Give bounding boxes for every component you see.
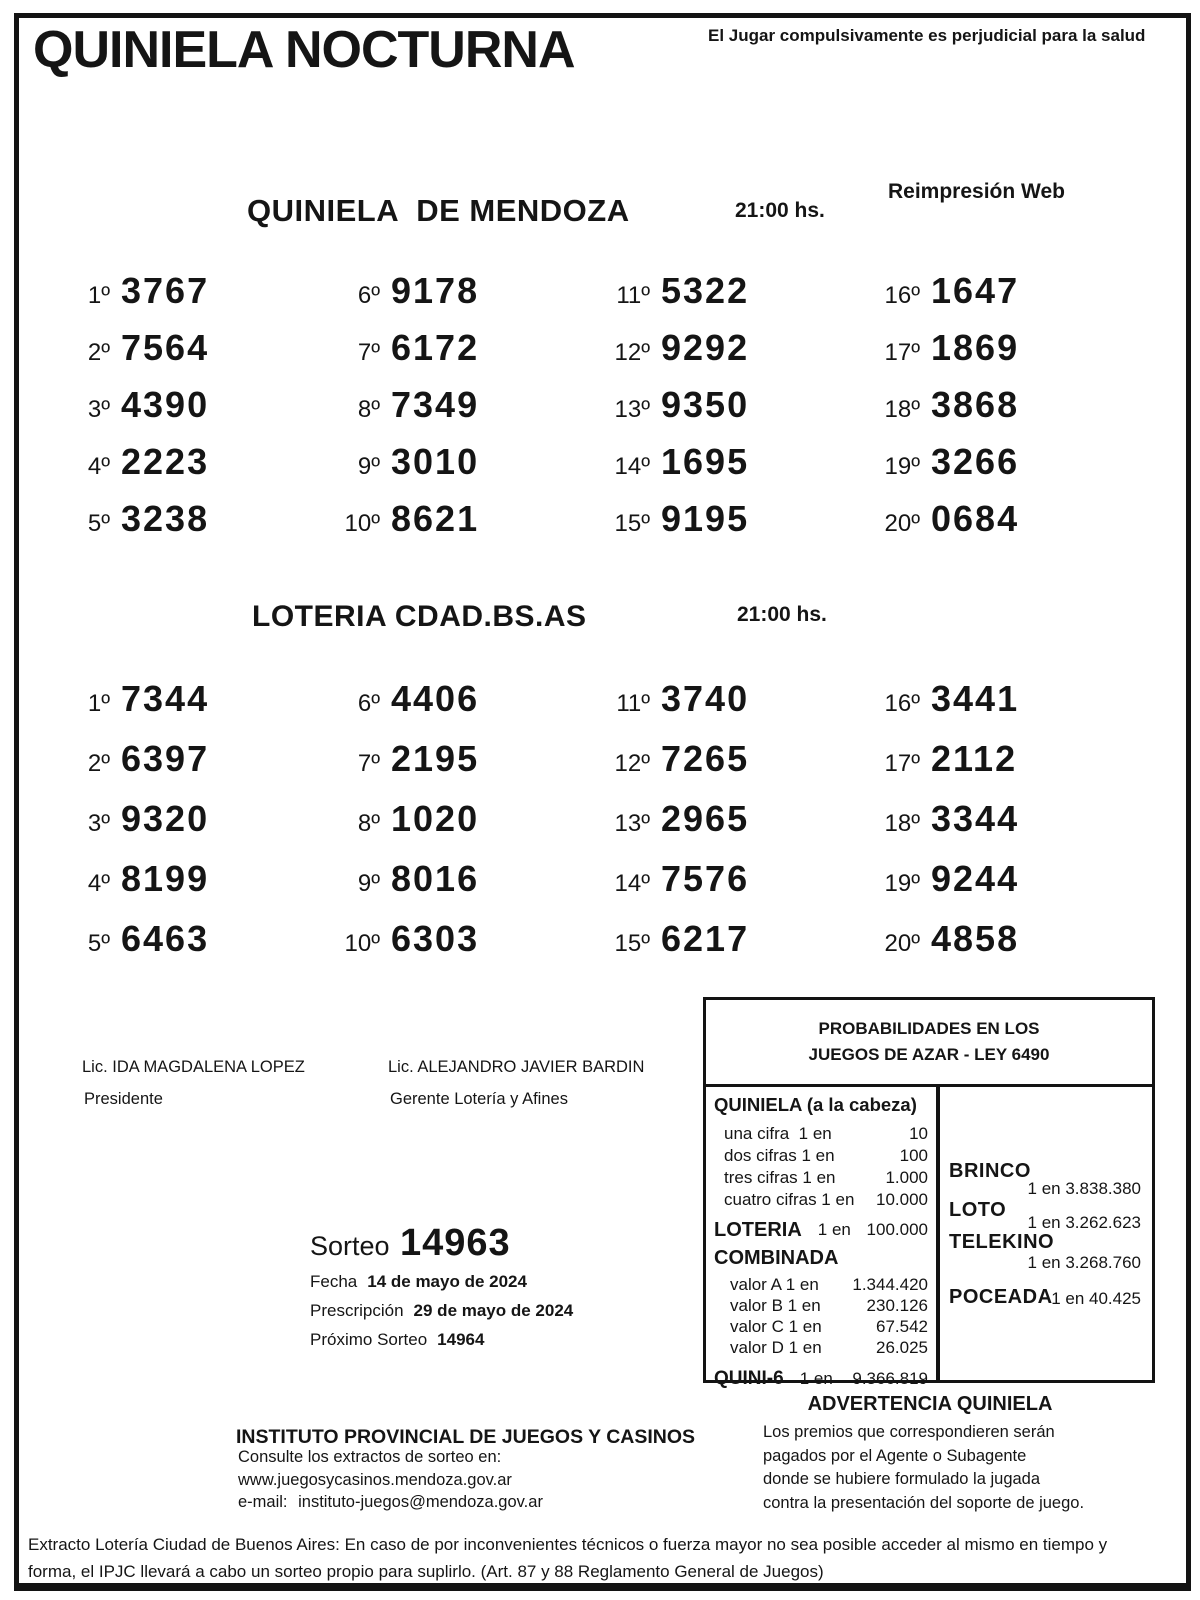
odds-value: 26.025	[876, 1338, 928, 1357]
result-number: 3010	[391, 441, 480, 482]
email-label: e-mail:	[238, 1493, 288, 1511]
result-rank: 3º	[87, 396, 110, 423]
result-rank: 19º	[884, 453, 920, 480]
result-number: 2112	[931, 738, 1018, 779]
result-number: 7349	[391, 384, 480, 425]
result-cell	[600, 798, 870, 858]
result-number: 2223	[121, 441, 210, 482]
odds-row	[714, 1337, 928, 1358]
result-cell	[870, 738, 1140, 798]
prescripcion-line	[310, 1301, 573, 1321]
result-cell	[60, 798, 330, 858]
result-cell	[870, 678, 1140, 738]
result-number: 6463	[121, 918, 210, 959]
result-rank: 18º	[884, 810, 920, 837]
result-rank: 11º	[616, 690, 650, 717]
result-number: 4390	[121, 384, 210, 425]
prescripcion-value: 29 de mayo de 2024	[413, 1301, 574, 1320]
result-cell	[870, 858, 1140, 918]
result-number: 6303	[391, 918, 480, 959]
odds-label: valor D 1 en	[730, 1338, 822, 1357]
probabilities-left-column	[714, 1094, 928, 1390]
result-cell	[600, 918, 870, 978]
probabilities-box	[703, 997, 1155, 1389]
result-rank: 18º	[884, 396, 920, 423]
result-rank: 5º	[87, 930, 110, 957]
result-number: 1020	[391, 798, 480, 839]
result-cell	[600, 327, 870, 384]
section-mendoza-time: 21:00 hs.	[735, 199, 825, 222]
section-bsas-time: 21:00 hs.	[737, 603, 827, 626]
result-number: 1695	[661, 441, 750, 482]
result-rank: 10º	[344, 510, 380, 537]
advertencia-heading: ADVERTENCIA QUINIELA	[807, 1393, 1053, 1415]
telekino-odds: 1 en 3.268.760	[1027, 1253, 1141, 1272]
result-number: 3740	[661, 678, 750, 719]
result-number: 3767	[121, 270, 210, 311]
result-rank: 3º	[87, 810, 110, 837]
result-rank: 6º	[357, 282, 380, 309]
result-number: 5322	[661, 270, 750, 311]
result-number: 6397	[121, 738, 210, 779]
odds-row	[714, 1189, 928, 1211]
result-cell	[600, 441, 870, 498]
result-rank: 15º	[614, 510, 650, 537]
loteria-odds-row	[714, 1219, 928, 1241]
result-number: 7576	[661, 858, 750, 899]
signature-president-role: Presidente	[84, 1090, 163, 1108]
quini6-label: QUINI-6	[714, 1368, 784, 1389]
brinco-odds: 1 en 3.838.380	[1027, 1179, 1141, 1198]
result-rank: 8º	[357, 396, 380, 423]
instituto-email-link: instituto-juegos@mendoza.gov.ar	[298, 1493, 543, 1511]
result-cell	[60, 858, 330, 918]
result-number: 6217	[661, 918, 750, 959]
footer-disclaimer	[28, 1531, 1158, 1585]
footer-line-1: Extracto Lotería Ciudad de Buenos Aires: En caso de por inconvenientes técnicos o fuerza mayor no sea posible acceder al mismo en tiempo y	[28, 1535, 1108, 1554]
result-cell	[60, 270, 330, 327]
result-cell	[870, 798, 1140, 858]
result-rank: 10º	[344, 930, 380, 957]
section-mendoza-heading: QUINIELA DE MENDOZA	[247, 193, 630, 228]
result-cell	[330, 327, 600, 384]
result-rank: 7º	[357, 750, 380, 777]
result-number: 8621	[391, 498, 480, 539]
loto-odds: 1 en 3.262.623	[1027, 1213, 1141, 1232]
odds-row	[714, 1167, 928, 1189]
result-cell	[60, 678, 330, 738]
odds-row	[714, 1274, 928, 1295]
result-cell	[60, 441, 330, 498]
result-rank: 16º	[884, 282, 920, 309]
proximo-label: Próximo Sorteo	[310, 1330, 428, 1349]
result-cell	[330, 798, 600, 858]
health-warning: El Jugar compulsivamente es perjudicial para la salud	[708, 26, 1146, 45]
result-number: 4858	[931, 918, 1020, 959]
result-cell	[60, 918, 330, 978]
result-number: 2195	[391, 738, 480, 779]
reprint-web-label: Reimpresión Web	[888, 180, 1065, 203]
result-rank: 17º	[884, 339, 920, 366]
advertencia-line: donde se hubiere formulado la jugada	[763, 1470, 1041, 1488]
advertencia-line: contra la presentación del soporte de juego.	[763, 1493, 1085, 1512]
result-rank: 6º	[357, 690, 380, 717]
proximo-sorteo-line	[310, 1330, 484, 1350]
result-rank: 20º	[884, 510, 920, 537]
result-rank: 20º	[884, 930, 920, 957]
loto-label: LOTO	[949, 1199, 1007, 1221]
result-cell	[60, 384, 330, 441]
result-rank: 1º	[87, 282, 110, 309]
result-number: 9292	[661, 327, 750, 368]
result-number: 9195	[661, 498, 750, 539]
result-cell	[330, 498, 600, 555]
result-number: 3238	[121, 498, 210, 539]
sorteo-label: Sorteo	[310, 1231, 390, 1261]
result-cell	[330, 918, 600, 978]
loteria-ratio: 1 en	[817, 1220, 851, 1239]
poceada-label: POCEADA	[949, 1286, 1053, 1308]
result-cell	[60, 498, 330, 555]
result-rank: 16º	[884, 690, 920, 717]
result-rank: 9º	[357, 870, 380, 897]
combinada-heading: COMBINADA	[714, 1247, 839, 1269]
footer-line-2: forma, el IPJC llevará a cabo un sorteo propio para suplirlo. (Art. 87 y 88 Reglamento General de Juegos)	[28, 1562, 824, 1581]
result-cell	[330, 441, 600, 498]
result-cell	[60, 327, 330, 384]
quiniela-odds-heading: QUINIELA (a la cabeza)	[714, 1094, 917, 1115]
result-number: 9320	[121, 798, 210, 839]
bsas-results-grid	[60, 678, 1140, 978]
advertencia-line: Los premios que correspondieren serán	[763, 1423, 1055, 1441]
odds-row	[714, 1316, 928, 1337]
result-number: 3344	[931, 798, 1020, 839]
result-rank: 4º	[87, 453, 110, 480]
instituto-website-link: www.juegosycasinos.mendoza.gov.ar	[238, 1471, 512, 1489]
odds-value: 1.000	[885, 1168, 928, 1187]
instituto-name: INSTITUTO PROVINCIAL DE JUEGOS Y CASINOS	[236, 1426, 696, 1448]
result-number: 1647	[931, 270, 1020, 311]
result-rank: 13º	[614, 810, 650, 837]
result-cell	[600, 270, 870, 327]
result-number: 4406	[391, 678, 480, 719]
result-rank: 2º	[87, 750, 110, 777]
quini6-odds-row	[714, 1368, 928, 1390]
probabilities-title-line2: JUEGOS DE AZAR - LEY 6490	[808, 1045, 1050, 1064]
instituto-email-line	[238, 1493, 543, 1512]
result-number: 1869	[931, 327, 1020, 368]
odds-label: valor C 1 en	[730, 1317, 822, 1336]
poceada-odds: 1 en 40.425	[1051, 1289, 1141, 1308]
result-number: 2965	[661, 798, 750, 839]
result-cell	[330, 270, 600, 327]
result-cell	[600, 738, 870, 798]
quini6-value: 9.366.819	[852, 1369, 928, 1388]
result-rank: 12º	[614, 750, 650, 777]
result-number: 3441	[931, 678, 1020, 719]
odds-row	[714, 1145, 928, 1167]
result-number: 7265	[661, 738, 750, 779]
instituto-consulte: Consulte los extractos de sorteo en:	[238, 1448, 502, 1466]
fecha-line	[310, 1272, 527, 1292]
odds-label: una cifra 1 en	[724, 1124, 832, 1143]
combinada-odds-rows	[714, 1274, 928, 1358]
result-cell	[330, 384, 600, 441]
result-cell	[600, 678, 870, 738]
fecha-label: Fecha	[310, 1272, 358, 1291]
result-rank: 4º	[87, 870, 110, 897]
advertencia-line: pagados por el Agente o Subagente	[763, 1446, 1027, 1465]
result-cell	[330, 678, 600, 738]
odds-value: 10	[909, 1124, 928, 1143]
odds-row	[714, 1123, 928, 1145]
result-number: 3868	[931, 384, 1020, 425]
result-cell	[600, 498, 870, 555]
probabilities-title	[706, 1000, 1152, 1087]
odds-value: 230.126	[866, 1296, 928, 1315]
result-number: 6172	[391, 327, 480, 368]
odds-label: valor B 1 en	[730, 1296, 821, 1315]
section-bsas-heading: LOTERIA CDAD.BS.AS	[252, 600, 587, 633]
odds-row	[714, 1295, 928, 1316]
result-rank: 11º	[616, 282, 650, 309]
result-rank: 12º	[614, 339, 650, 366]
odds-label: dos cifras 1 en	[724, 1146, 835, 1165]
page-title: QUINIELA NOCTURNA	[33, 21, 575, 79]
result-cell	[870, 270, 1140, 327]
result-number: 3266	[931, 441, 1020, 482]
result-cell	[870, 498, 1140, 555]
result-number: 8016	[391, 858, 480, 899]
brinco-label: BRINCO	[949, 1160, 1031, 1182]
loteria-value: 100.000	[866, 1220, 928, 1239]
odds-value: 100	[899, 1146, 928, 1165]
loteria-label: LOTERIA	[714, 1219, 802, 1241]
result-rank: 1º	[87, 690, 110, 717]
result-rank: 5º	[87, 510, 110, 537]
result-number: 9178	[391, 270, 480, 311]
result-rank: 19º	[884, 870, 920, 897]
probabilities-title-line1: PROBABILIDADES EN LOS	[818, 1019, 1040, 1038]
result-rank: 2º	[87, 339, 110, 366]
quiniela-odds-rows	[714, 1123, 928, 1211]
result-cell	[870, 384, 1140, 441]
result-rank: 14º	[614, 870, 650, 897]
result-cell	[870, 327, 1140, 384]
result-rank: 7º	[357, 339, 380, 366]
prescripcion-label: Prescripción	[310, 1301, 404, 1320]
signature-manager-role: Gerente Lotería y Afines	[390, 1090, 568, 1108]
mendoza-results-grid	[60, 270, 1140, 555]
odds-value: 10.000	[876, 1190, 928, 1209]
result-rank: 15º	[614, 930, 650, 957]
result-cell	[330, 738, 600, 798]
result-cell	[870, 441, 1140, 498]
quini6-ratio: 1 en	[799, 1369, 833, 1388]
result-cell	[870, 918, 1140, 978]
odds-value: 1.344.420	[852, 1275, 928, 1294]
result-number: 7344	[121, 678, 210, 719]
result-rank: 13º	[614, 396, 650, 423]
result-cell	[600, 858, 870, 918]
telekino-label: TELEKINO	[949, 1231, 1055, 1253]
odds-label: cuatro cifras 1 en	[724, 1190, 855, 1209]
odds-label: tres cifras 1 en	[724, 1168, 836, 1187]
probabilities-column-divider	[936, 1087, 940, 1380]
result-number: 9244	[931, 858, 1020, 899]
result-number: 9350	[661, 384, 750, 425]
result-cell	[60, 738, 330, 798]
result-rank: 9º	[357, 453, 380, 480]
result-rank: 17º	[884, 750, 920, 777]
result-rank: 14º	[614, 453, 650, 480]
odds-value: 67.542	[876, 1317, 928, 1336]
signature-president-name: Lic. IDA MAGDALENA LOPEZ	[82, 1058, 305, 1076]
signature-manager-name: Lic. ALEJANDRO JAVIER BARDIN	[388, 1058, 645, 1076]
result-cell	[330, 858, 600, 918]
result-number: 8199	[121, 858, 210, 899]
result-number: 7564	[121, 327, 210, 368]
odds-label: valor A 1 en	[730, 1275, 819, 1294]
result-cell	[600, 384, 870, 441]
result-number: 0684	[931, 498, 1020, 539]
advertencia-text	[763, 1421, 1163, 1515]
result-rank: 8º	[357, 810, 380, 837]
sorteo-number: 14963	[400, 1222, 511, 1264]
proximo-value: 14964	[437, 1330, 485, 1349]
fecha-value: 14 de mayo de 2024	[367, 1272, 527, 1291]
